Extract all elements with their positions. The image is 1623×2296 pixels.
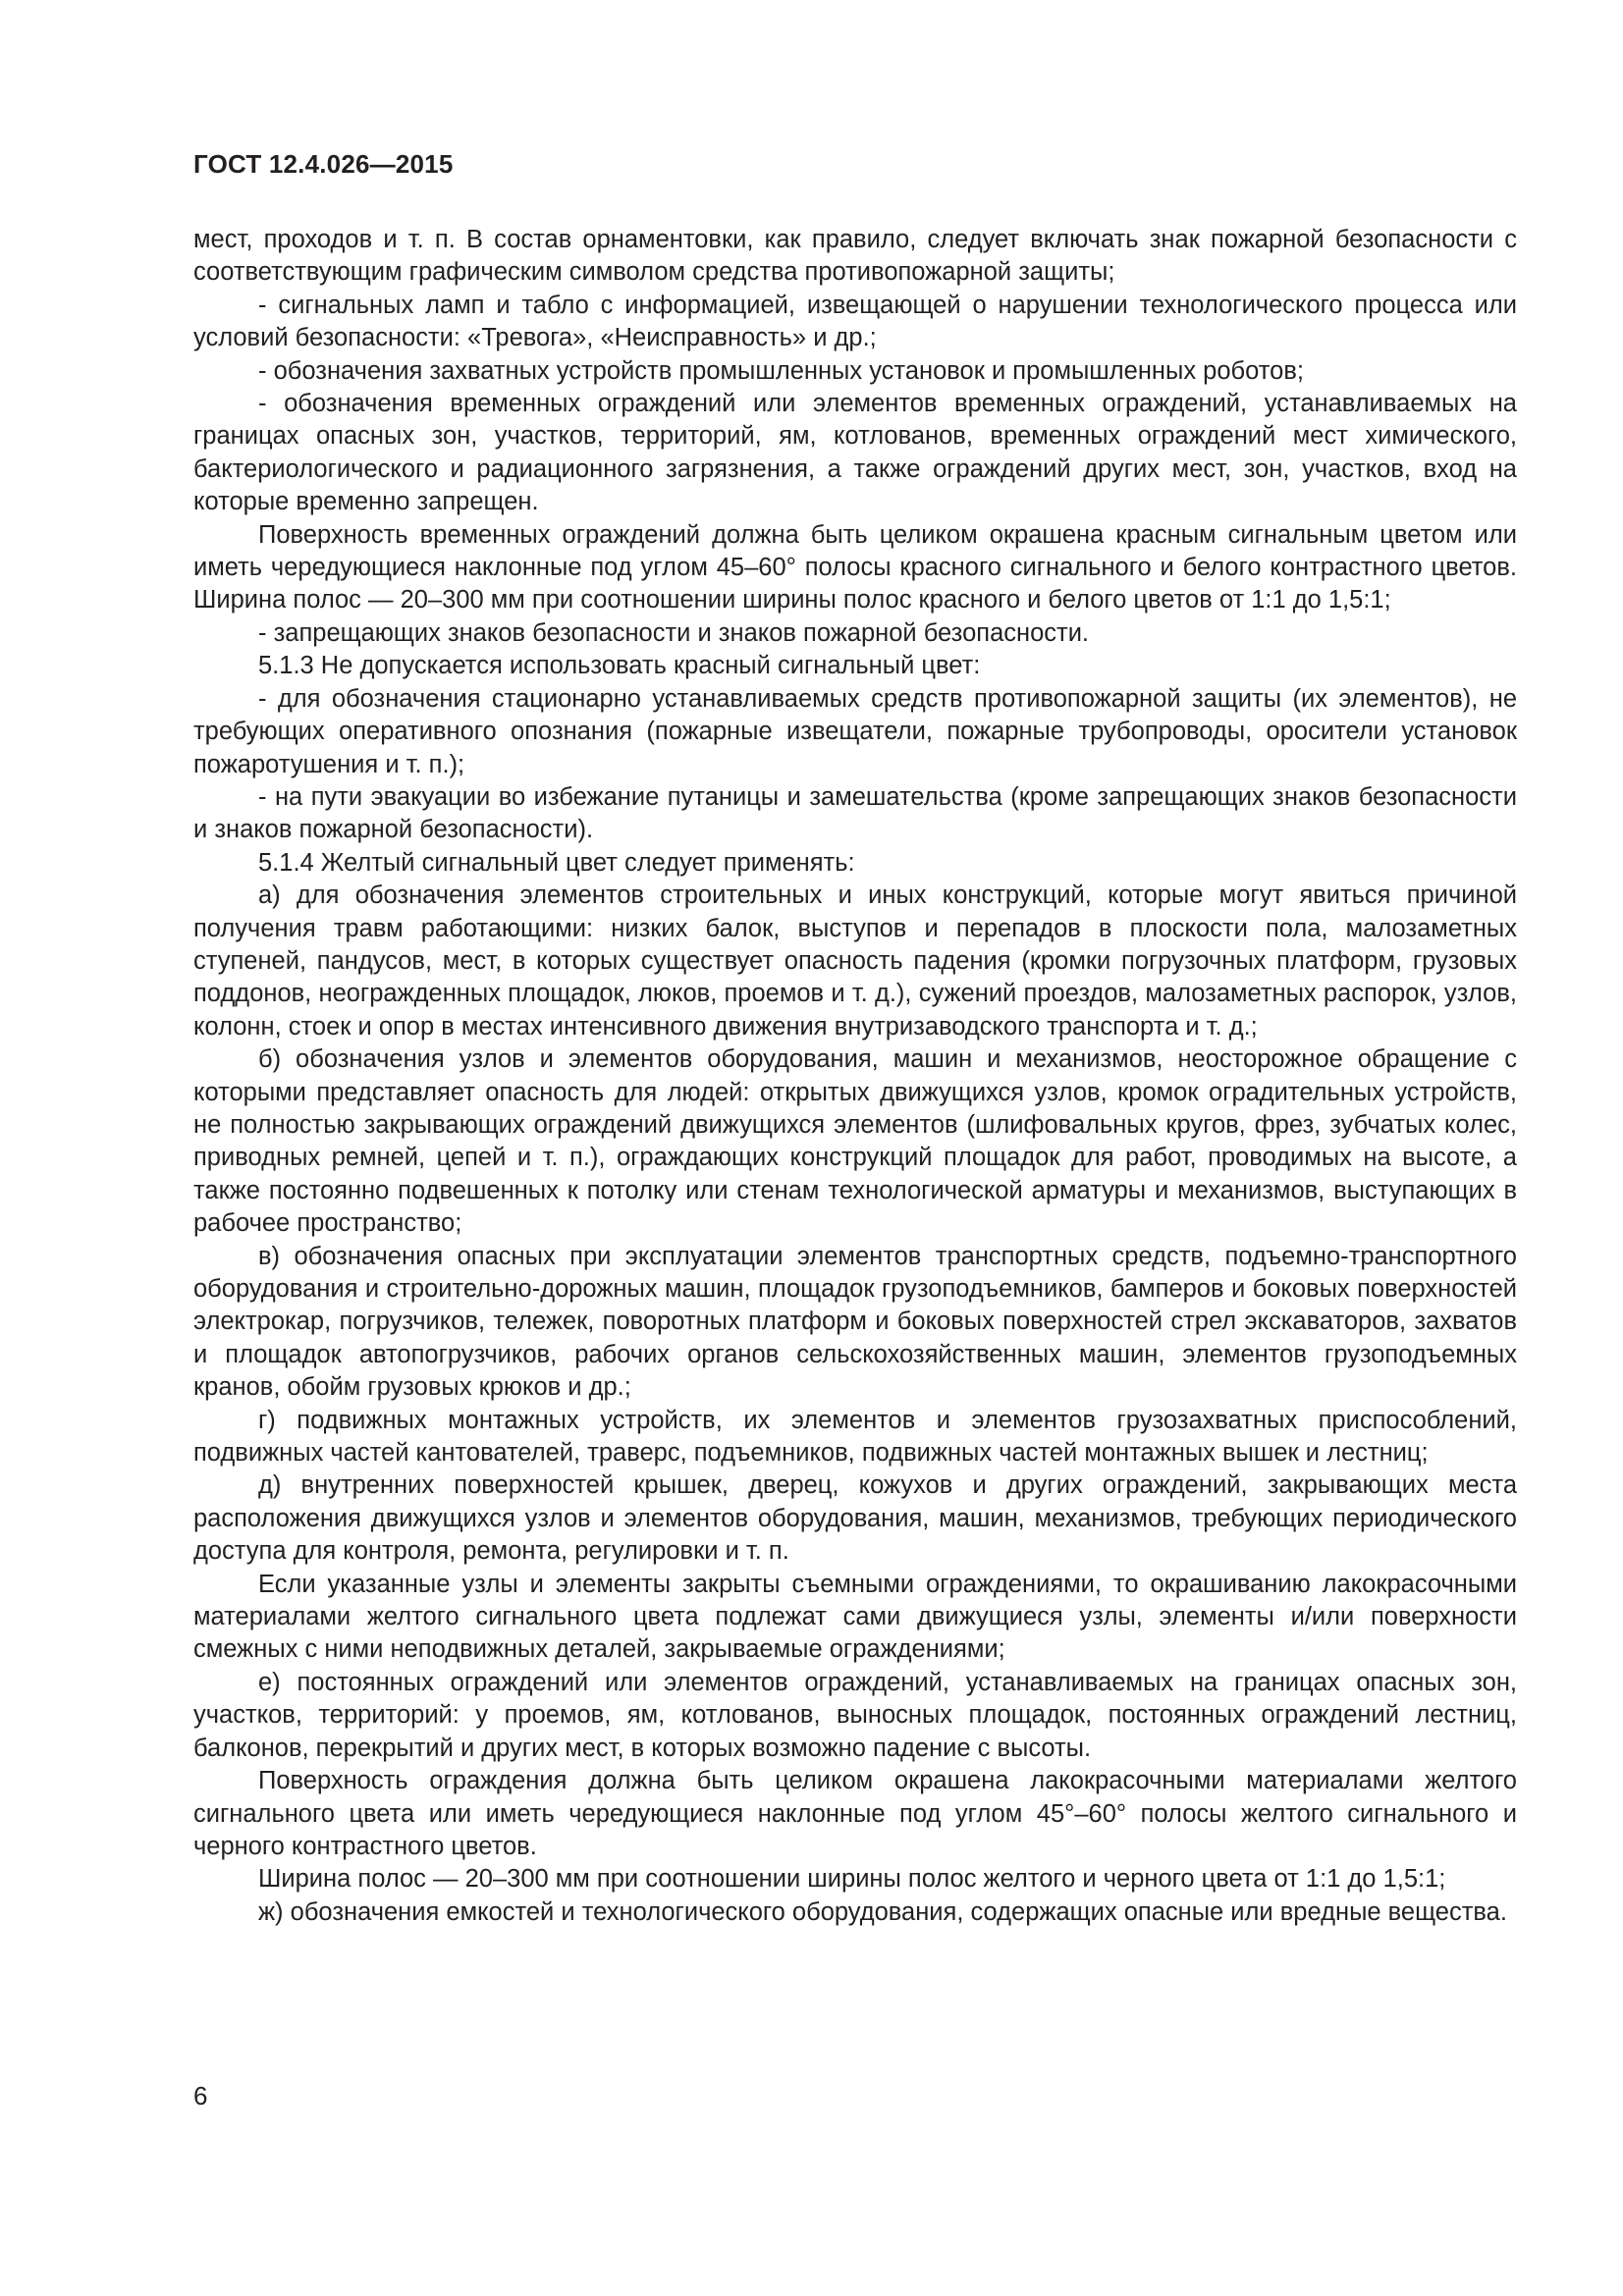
paragraph: г) подвижных монтажных устройств, их элементов и элементов грузозахватных приспособлений, подвижных частей кантователей, траверс, подъемников, подвижных частей монтажных вышек и лестниц; — [193, 1406, 1517, 1468]
paragraph: - обозначения временных ограждений или элементов временных ограждений, устанавливаемых на границах опасных зон, участков, территорий, ям, котлованов, временных ограждений мест химического, бактериологического и радиационного загрязнения, а также ограждений других мест, зон, участков, вход на которые временно запрещен. — [193, 390, 1517, 516]
paragraph: б) обозначения узлов и элементов оборудования, машин и механизмов, неосторожное обращение с которыми представляет опасность для людей: открытых движущихся узлов, кромок оградительных устройств, не полностью закрывающих ограждений движущихся элементов (шлифовальных кругов, фрез, зубчатых колес, приводных ремней, цепей и т. п.), ограждающих конструкций площадок для работ, проводимых на высоте, а также постоянно подвешенных к потолку или стенам технологической арматуры и механизмов, выступающих в рабочее пространство; — [193, 1045, 1517, 1238]
paragraph: е) постоянных ограждений или элементов ограждений, устанавливаемых на границах опасных зон, участков, территорий: у проемов, ям, котлованов, выносных площадок, постоянных ограждений лестниц, балконов, перекрытий и других мест, в которых возможно падение с высоты. — [193, 1668, 1517, 1762]
paragraph: а) для обозначения элементов строительных и иных конструкций, которые могут явиться причиной получения травм работающими: низких балок, выступов и перепадов в плоскости пола, малозаметных ступеней, пандусов, мест, в которых существует опасность падения (кромки погрузочных платформ, грузовых поддонов, неогражденных площадок, люков, проемов и т. д.), сужений проездов, малозаметных распорок, узлов, колонн, стоек и опор в местах интенсивного движения внутризаводского транспорта и т. д.; — [193, 881, 1517, 1041]
paragraph: - на пути эвакуации во избежание путаницы и замешательства (кроме запрещающих знаков безопасности и знаков пожарной безопасности). — [193, 782, 1517, 844]
paragraph: Поверхность временных ограждений должна быть целиком окрашена красным сигнальным цветом или иметь чередующиеся наклонные под углом 45–60° полосы красного сигнального и белого контрастного цветов. Ширина полос — 20–300 мм при соотношении ширины полос красного и белого цветов от 1:1 до 1,5:1; — [193, 520, 1517, 614]
paragraph: д) внутренних поверхностей крышек, дверец, кожухов и других ограждений, закрывающих места расположения движущихся узлов и элементов оборудования, машин, механизмов, требующих периодического доступа для контроля, ремонта, регулировки и т. п. — [193, 1471, 1517, 1566]
paragraph: 5.1.3 Не допускается использовать красный сигнальный цвет: — [258, 652, 981, 680]
paragraph: 5.1.4 Желтый сигнальный цвет следует применять: — [258, 848, 855, 877]
paragraph: мест, проходов и т. п. В состав орнаментовки, как правило, следует включать знак пожарной безопасности с соответствующим графическим символом средства противопожарной защиты; — [193, 226, 1517, 287]
document-body — [193, 224, 1517, 1929]
paragraph: Поверхность ограждения должна быть целиком окрашена лакокрасочными материалами желтого сигнального цвета или иметь чередующиеся наклонные под углом 45°–60° полосы желтого сигнального и черного контрастного цветов. — [193, 1767, 1517, 1860]
paragraph: Если указанные узлы и элементы закрыты съемными ограждениями, то окрашиванию лакокрасочными материалами желтого сигнального цвета подлежат сами движущиеся узлы, элементы и/или поверхности смежных с ними неподвижных деталей, закрываемые ограждениями; — [193, 1570, 1517, 1664]
paragraph: ж) обозначения емкостей и технологического оборудования, содержащих опасные или вредные вещества. — [258, 1897, 1507, 1926]
paragraph: - запрещающих знаков безопасности и знаков пожарной безопасности. — [258, 618, 1090, 647]
paragraph: - сигнальных ламп и табло с информацией, извещающей о нарушении технологического процесса или условий безопасности: «Тревога», «Неисправность» и др.; — [193, 291, 1517, 352]
paragraph: Ширина полос — 20–300 мм при соотношении ширины полос желтого и черного цвета от 1:1 до 1,5:1; — [258, 1865, 1446, 1894]
document-header: ГОСТ 12.4.026—2015 — [193, 149, 454, 179]
paragraph: - обозначения захватных устройств промышленных установок и промышленных роботов; — [258, 356, 1304, 385]
paragraph: в) обозначения опасных при эксплуатации элементов транспортных средств, подъемно-транспортного оборудования и строительно-дорожных машин, площадок грузоподъемников, бамперов и боковых поверхностей электрокар, погрузчиков, тележек, поворотных платформ и боковых поверхностей стрел экскаваторов, захватов и площадок автопогрузчиков, рабочих органов сельскохозяйственных машин, элементов грузоподъемных кранов, обойм грузовых крюков и др.; — [193, 1242, 1517, 1402]
paragraph: - для обозначения стационарно устанавливаемых средств противопожарной защиты (их элементов), не требующих оперативного опознания (пожарные извещатели, пожарные трубопроводы, оросители установок пожаротушения и т. п.); — [193, 684, 1517, 778]
page-number: 6 — [193, 2081, 208, 2110]
